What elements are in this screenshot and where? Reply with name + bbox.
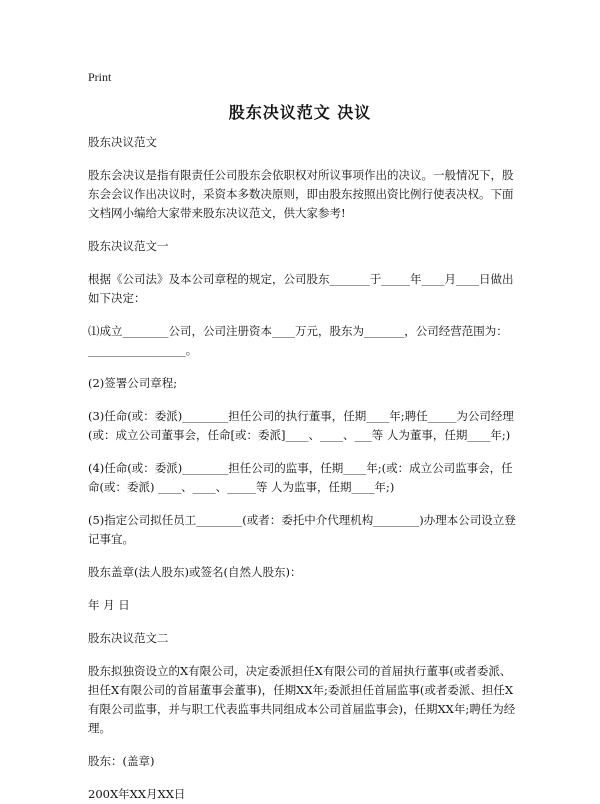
resolution-item-2: (2)签署公司章程; bbox=[88, 376, 178, 390]
intro-paragraph: 股东会决议是指有限责任公司股东会依职权对所议事项作出的决议。一般情况下，股东会会议作出决议时，采资本多数决原则，即由股东按照出资比例行使表决权。下面文档网小编给大家带来股东决议范文，供大家参考! bbox=[88, 168, 514, 220]
shareholder-seal-line: 股东：(盖章) bbox=[88, 754, 155, 768]
resolution-preamble: 根据《公司法》及本公司章程的规定，公司股东_______于_____年____月____日做出如下决定： bbox=[88, 272, 514, 305]
example-two-paragraph: 股东拟独资设立的X有限公司，决定委派担任X有限公司的首届执行董事(或者委派、担任X有限公司的首届董事会董事)，任期XX年;委派担任首届监事(或者委派、担任X有限公司监事，并与职工代表监事共同组成本公司首届监事会)，任期XX年;聘任为经理。 bbox=[88, 664, 516, 735]
resolution-item-1: ⑴成立________公司，公司注册资本____万元，股东为_______，公司经营范围为：_________________。 bbox=[88, 324, 508, 357]
print-label: Print bbox=[88, 70, 112, 84]
section-heading-intro: 股东决议范文 bbox=[88, 135, 157, 149]
resolution-item-3: (3)任命(或：委派)________担任公司的执行董事，任期____年;聘任_____为公司经理(或：成立公司董事会，任命[或：委派]____、____、___等 人为董事，任期____年;) bbox=[88, 409, 514, 442]
section-heading-two: 股东决议范文二 bbox=[88, 631, 169, 645]
shareholder-signature-line: 股东盖章(法人股东)或签名(自然人股东)： bbox=[88, 565, 302, 579]
example-date-line: 200X年XX月XX日 bbox=[88, 787, 186, 801]
document-body bbox=[88, 133, 520, 804]
document-title: 股东决议范文 决议 bbox=[228, 103, 372, 122]
resolution-item-4: (4)任命(或：委派)________担任公司的监事，任期____年;(或：成立公司监事会，任命(或：委派) ____、____、_____等 人为监事，任期____年;) bbox=[88, 461, 513, 494]
resolution-item-5: (5)指定公司拟任员工________(或者：委托中介代理机构________)办理本公司设立登记事宜。 bbox=[88, 513, 516, 546]
section-heading-one: 股东决议范文一 bbox=[88, 239, 169, 253]
date-line: 年 月 日 bbox=[88, 598, 130, 612]
